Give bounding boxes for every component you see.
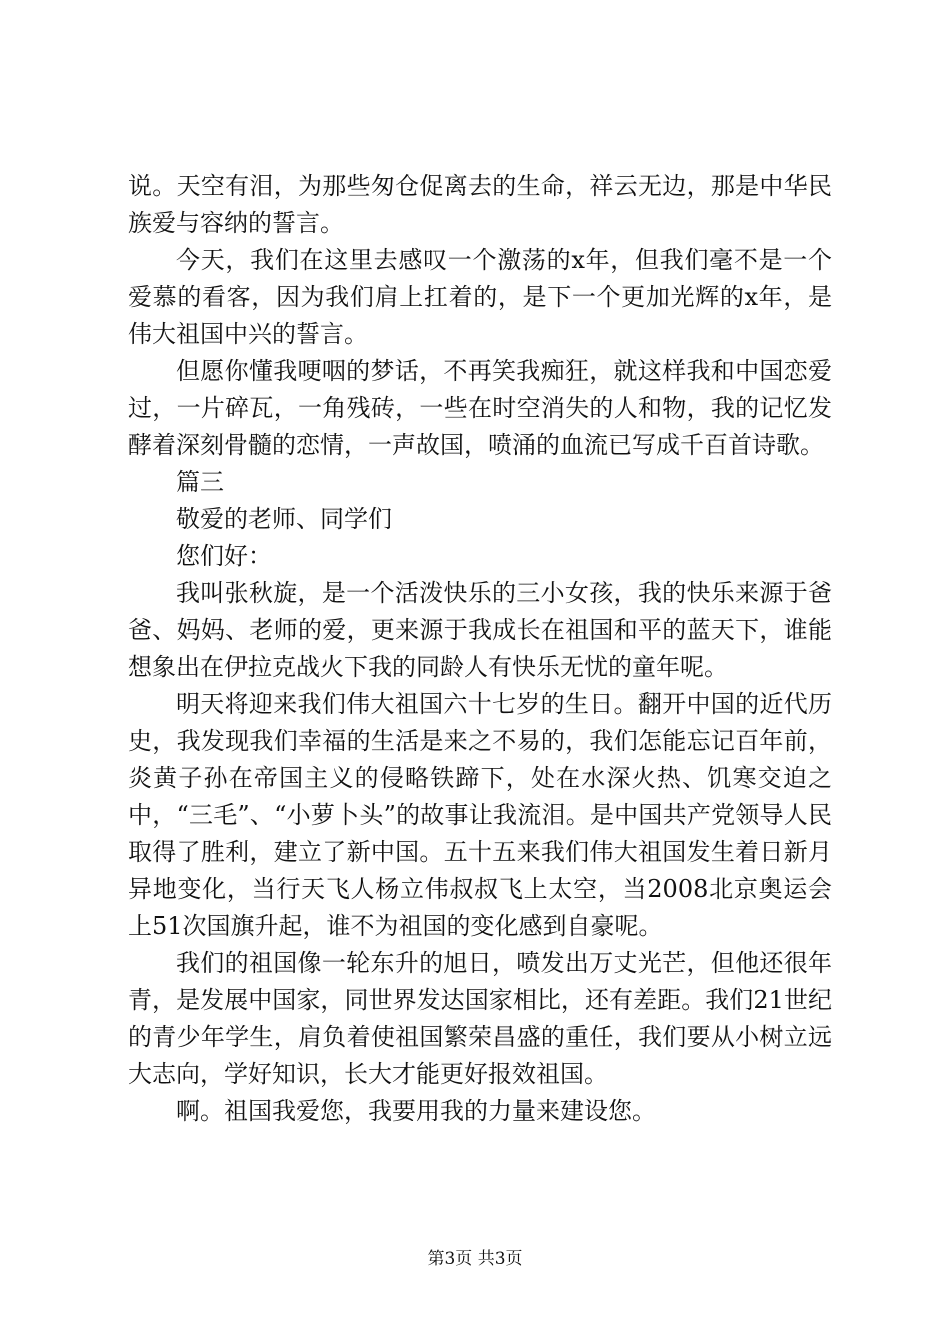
paragraph: 但愿你懂我哽咽的梦话，不再笑我痴狂，就这样我和中国恋爱过，一片碎瓦，一角残砖，一些在时空消失的人和物，我的记忆发酵着深刻骨髓的恋情，一声故国，喷涌的血流已写成千百首诗歌。 <box>128 357 832 459</box>
paragraph: 我叫张秋旋，是一个活泼快乐的三小女孩，我的快乐来源于爸爸、妈妈、老师的爱，更来源于我成长在祖国和平的蓝天下，谁能想象出在伊拉克战火下我的同龄人有快乐无忧的童年呢。 <box>128 579 832 681</box>
section-heading: 篇三 <box>176 468 224 496</box>
paragraph: 今天，我们在这里去感叹一个激荡的x年，但我们毫不是一个爱慕的看客，因为我们肩上扛着的，是下一个更加光辉的x年，是伟大祖国中兴的誓言。 <box>128 246 832 348</box>
page-number: 第3页 共3页 <box>427 1249 523 1269</box>
closing-line: 啊。祖国我爱您，我要用我的力量来建设您。 <box>176 1097 656 1125</box>
paragraph: 说。天空有泪，为那些匆仓促离去的生命，祥云无边，那是中华民族爱与容纳的誓言。 <box>128 172 832 237</box>
salutation: 敬爱的老师、同学们 <box>176 505 392 533</box>
paragraph: 明天将迎来我们伟大祖国六十七岁的生日。翻开中国的近代历史，我发现我们幸福的生活是来之不易的，我们怎能忘记百年前，炎黄子孙在帝国主义的侵略铁蹄下，处在水深火热、饥寒交迫之中，“三毛”、“小萝卜头”的故事让我流泪。是中国共产党领导人民取得了胜利，建立了新中国。五十五来我们伟大祖国发生着日新月异地变化，当行天飞人杨立伟叔叔飞上太空，当2008北京奥运会上51次国旗升起，谁不为祖国的变化感到自豪呢。 <box>128 690 832 940</box>
document-body <box>128 168 832 1130</box>
paragraph: 我们的祖国像一轮东升的旭日，喷发出万丈光芒，但他还很年青，是发展中国家，同世界发达国家相比，还有差距。我们21世纪的青少年学生，肩负着使祖国繁荣昌盛的重任，我们要从小树立远大志向，学好知识，长大才能更好报效祖国。 <box>128 949 832 1088</box>
greeting: 您们好： <box>176 542 272 570</box>
